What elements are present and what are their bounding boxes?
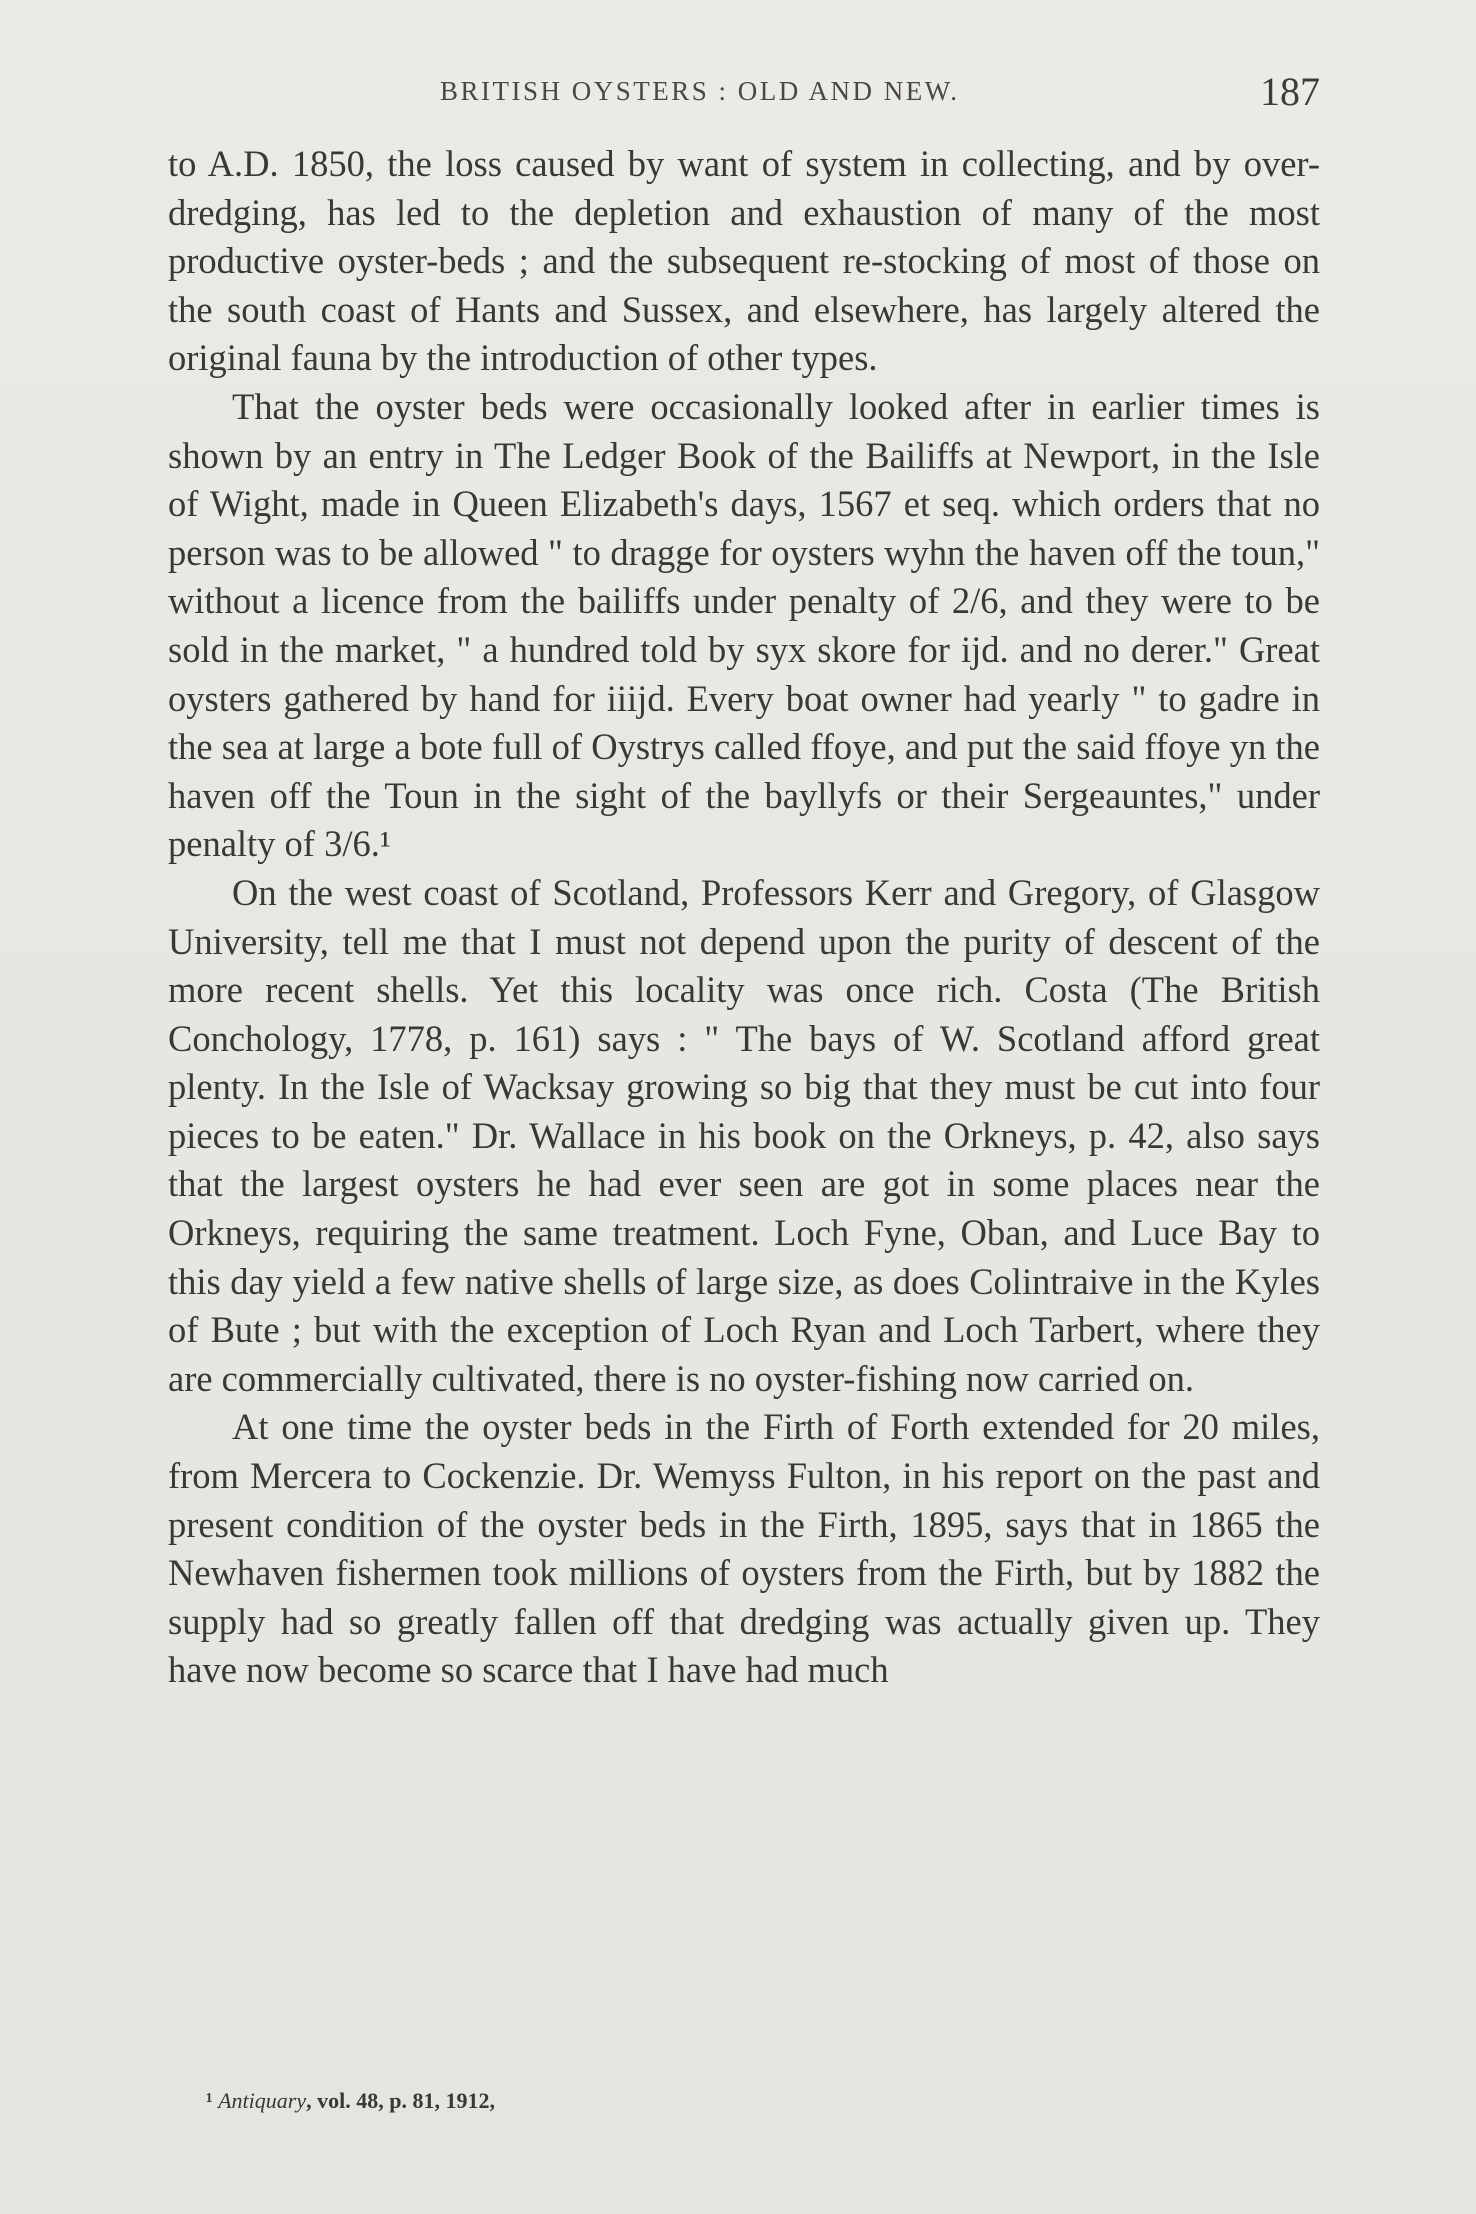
page-number: 187 — [1260, 69, 1320, 114]
body-text — [168, 140, 1320, 1695]
footnote-details: , vol. 48, p. 81, 1912, — [306, 2088, 495, 2113]
footnote-source: Antiquary — [218, 2088, 307, 2113]
running-head — [160, 68, 1320, 128]
paragraph: On the west coast of Scotland, Professors Kerr and Gregory, of Glasgow University, tell me that I must not depend upon the purity of descent of the more recent shells. Yet this locality was once rich. Costa (The British Conchology, 1778, p. 161) says : " The bays of W. Scotland afford great plenty. In the Isle of Wacksay growing so big that they must be cut into four pieces to be eaten." Dr. Wallace in his book on the Orkneys, p. 42, also says that the largest oysters he had ever seen are got in some places near the Orkneys, requiring the same treatment. Loch Fyne, Oban, and Luce Bay to this day yield a few native shells of large size, as does Colintraive in the Kyles of Bute ; but with the exception of Loch Ryan and Loch Tarbert, where they are commercially cultivated, there is no oyster-fishing now carried on. — [168, 871, 1320, 1399]
footnote-marker: ¹ — [206, 2088, 213, 2113]
paragraph: That the oyster beds were occasionally looked after in earlier times is shown by an entry in The Ledger Book of the Bailiffs at Newport, in the Isle of Wight, made in Queen Elizabeth's days, 1567 et seq. which orders that no person was to be allowed " to dragge for oysters wyhn the haven off the toun," without a licence from the bailiffs under penalty of 2/6, and they were to be sold in the market, " a hundred told by syx skore for ijd. and no derer." Great oysters gathered by hand for iiijd. Every boat owner had yearly " to gadre in the sea at large a bote full of Oystrys called ffoye, and put the said ffoye yn the haven off the Toun in the sight of the bayllyfs or their Sergeauntes," under penalty of 3/6.¹ — [168, 385, 1320, 865]
paragraph: to A.D. 1850, the loss caused by want of system in collecting, and by over-dredging, has led to the depletion and exhaustion of many of the most productive oyster-beds ; and the subsequent re-stocking of most of those on the south coast of Hants and Sussex, and elsewhere, has largely altered the original fauna by the introduction of other types. — [168, 143, 1320, 379]
footnote — [206, 2088, 1106, 2114]
paragraph: At one time the oyster beds in the Firth of Forth extended for 20 miles, from Mercera to Cockenzie. Dr. Wemyss Fulton, in his report on the past and present condition of the oyster beds in the Firth, 1895, says that in 1865 the Newhaven fishermen took millions of oysters from the Firth, but by 1882 the supply had so greatly fallen off that dredging was actually given up. They have now become so scarce that I have had much — [168, 1406, 1320, 1691]
running-title: BRITISH OYSTERS : OLD AND NEW. — [440, 76, 960, 106]
